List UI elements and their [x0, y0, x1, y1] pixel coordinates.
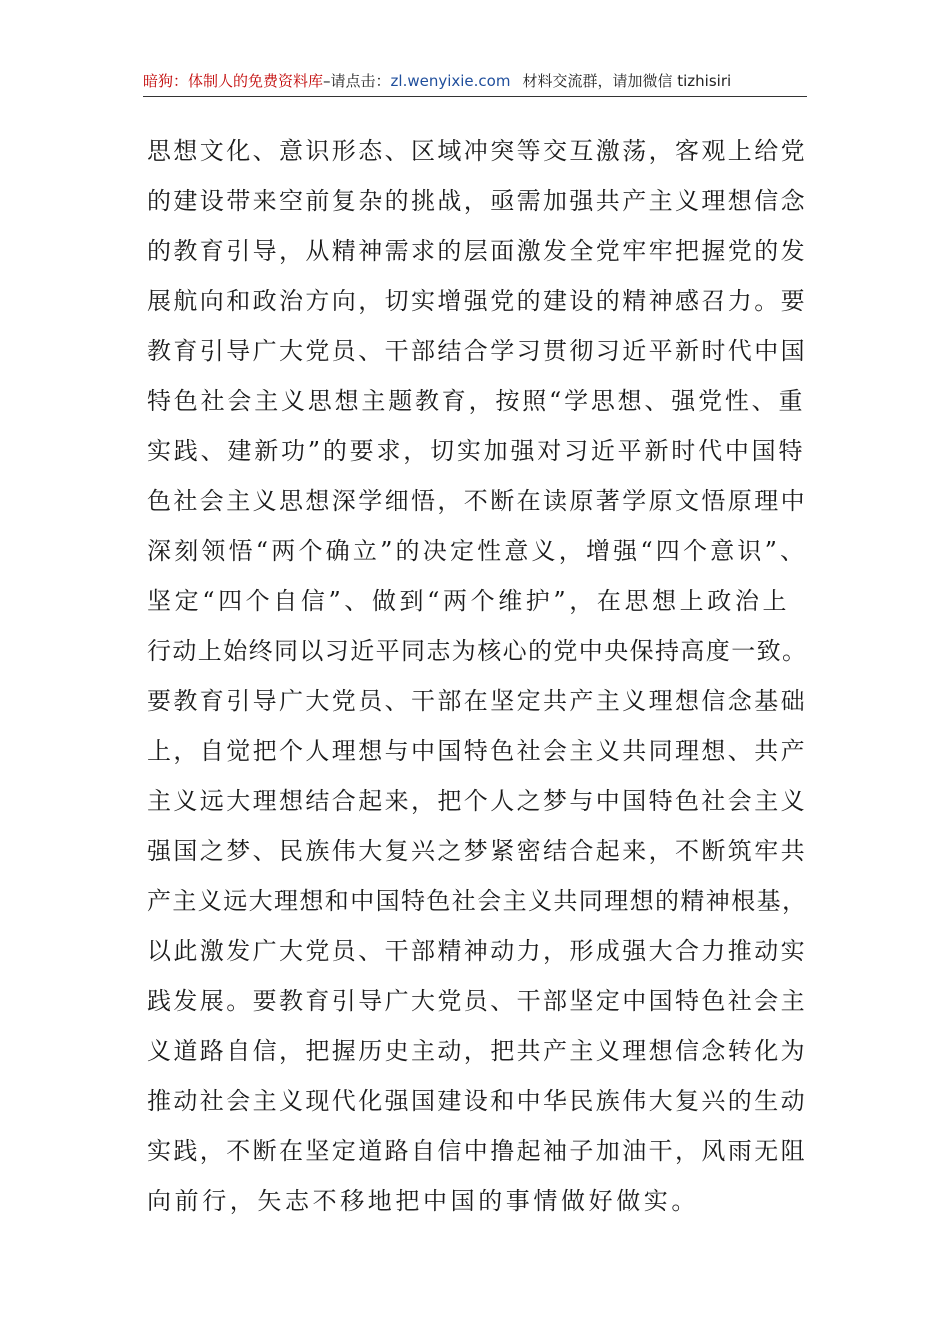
text-line: 以此激发广大党员、干部精神动力，形成强大合力推动实	[147, 937, 807, 965]
text-line: 思想文化、意识形态、区域冲突等交互激荡，客观上给党	[147, 137, 807, 165]
text-line: 教育引导广大党员、干部结合学习贯彻习近平新时代中国	[147, 337, 807, 365]
text-line: 深刻领悟“两个确立”的决定性意义，增强“四个意识”、	[147, 537, 808, 565]
text-line: 主义远大理想结合起来，把个人之梦与中国特色社会主义	[147, 787, 807, 815]
text-line: 义道路自信，把握历史主动，把共产主义理想信念转化为	[147, 1037, 807, 1065]
text-line: 的建设带来空前复杂的挑战，亟需加强共产主义理想信念	[147, 187, 807, 215]
text-line: 实践，不断在坚定道路自信中撸起袖子加油干，风雨无阻	[147, 1137, 807, 1165]
text-line: 强国之梦、民族伟大复兴之梦紧密结合起来，不断筑牢共	[147, 837, 807, 865]
header-prompt: –请点击：	[323, 72, 391, 90]
text-line: 展航向和政治方向，切实增强党的建设的精神感召力。要	[147, 287, 807, 315]
text-line: 产主义远大理想和中国特色社会主义共同理想的精神根基，	[147, 887, 808, 915]
text-line: 的教育引导，从精神需求的层面激发全党牢牢把握党的发	[147, 237, 807, 265]
document-body	[147, 126, 807, 1226]
text-line: 色社会主义思想深学细悟，不断在读原著学原文悟原理中	[147, 487, 807, 515]
text-line: 坚定“四个自信”、做到“两个维护”，在思想上政治上	[147, 587, 791, 615]
text-line: 践发展。要教育引导广大党员、干部坚定中国特色社会主	[147, 987, 807, 1015]
text-line: 特色社会主义思想主题教育，按照“学思想、强党性、重	[147, 387, 806, 415]
page-header	[143, 66, 807, 97]
header-brand: 暗狗：体制人的免费资料库	[143, 72, 324, 90]
header-link[interactable]: zl.wenyixie.com	[390, 72, 511, 90]
text-line: 上，自觉把个人理想与中国特色社会主义共同理想、共产	[147, 737, 807, 765]
text-line: 行动上始终同以习近平同志为核心的党中央保持高度一致。	[147, 637, 808, 665]
text-line: 向前行，矢志不移地把中国的事情做好做实。	[147, 1187, 699, 1215]
text-line: 推动社会主义现代化强国建设和中华民族伟大复兴的生动	[147, 1087, 807, 1115]
text-line: 要教育引导广大党员、干部在坚定共产主义理想信念基础	[147, 687, 807, 715]
text-line: 实践、建新功”的要求，切实加强对习近平新时代中国特	[147, 437, 806, 465]
header-wechat-note: 材料交流群，请加微信 tizhisiri	[522, 72, 732, 90]
